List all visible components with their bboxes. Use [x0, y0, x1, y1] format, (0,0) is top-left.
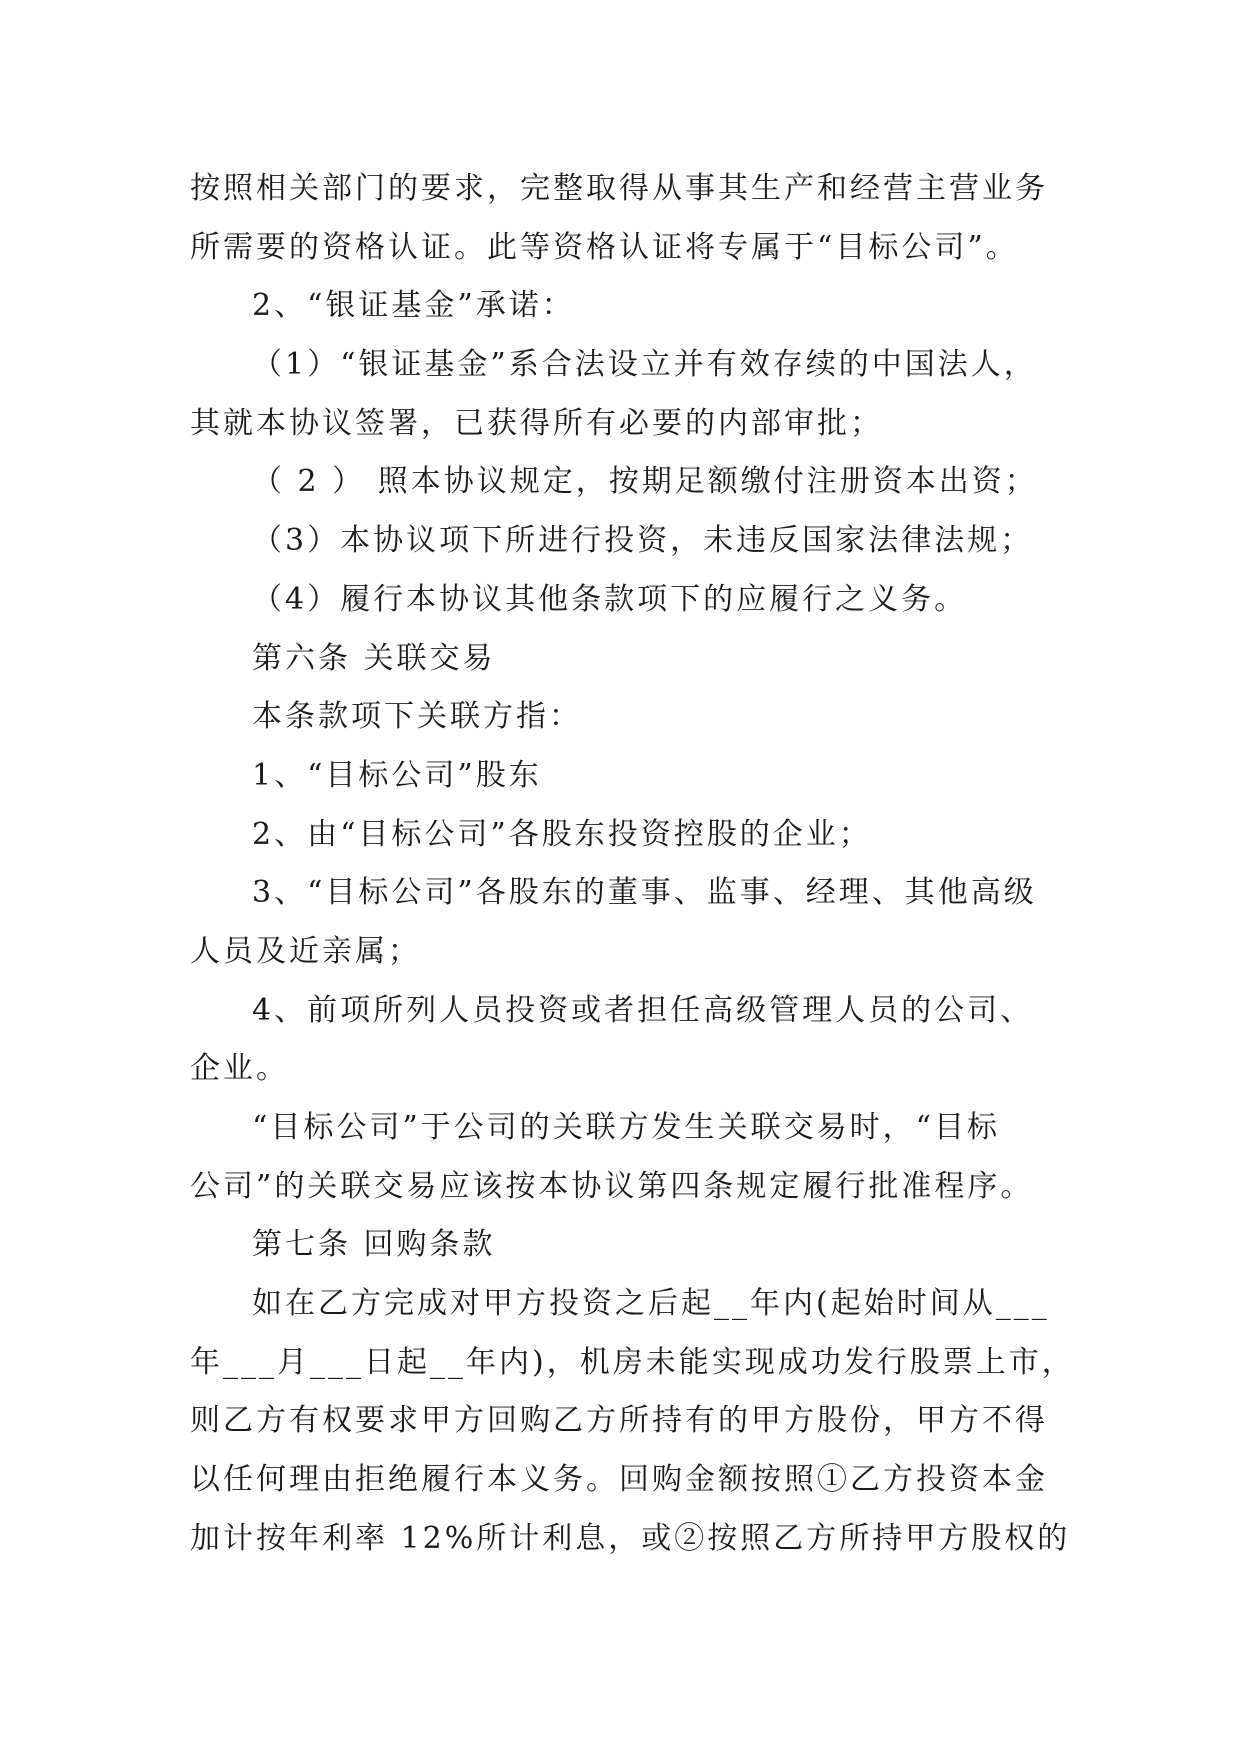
text-line: “目标公司”于公司的关联方发生关联交易时，“目标 — [252, 1110, 1001, 1145]
text-line: 以任何理由拒绝履行本义务。回购金额按照①乙方投资本金 — [190, 1462, 1048, 1498]
section-heading: 第六条 关联交易 — [252, 640, 496, 676]
text-line: （4）履行本协议其他条款项下的应履行之义务。 — [252, 581, 968, 617]
text-line: 如在乙方完成对甲方投资之后起__年内(起始时间从___ — [252, 1286, 1050, 1322]
text-line: 本条款项下关联方指： — [252, 699, 582, 735]
text-line: 所需要的资格认证。此等资格认证将专属于“目标公司”。 — [190, 229, 1019, 265]
text-line: 其就本协议签署，已获得所有必要的内部审批； — [190, 405, 883, 441]
text-line: 2、由“目标公司”各股东投资控股的企业； — [252, 816, 872, 852]
text-line: （ 2 ） 照本协议规定，按期足额缴付注册资本出资； — [252, 464, 1038, 500]
text-line: 企业。 — [190, 1051, 289, 1087]
section-heading: 第七条 回购条款 — [252, 1227, 496, 1263]
text-line: 2、“银证基金”承诺： — [252, 288, 575, 324]
text-line: 年___月___日起__年内)，机房未能实现成功发行股票上市， — [190, 1344, 1075, 1380]
text-line: 4、前项所列人员投资或者担任高级管理人员的公司、 — [252, 992, 1034, 1028]
text-line: 按照相关部门的要求，完整取得从事其生产和经营主营业务 — [190, 171, 1048, 206]
text-line: 公司”的关联交易应该按本协议第四条规定履行批准程序。 — [190, 1168, 1034, 1204]
text-line: （3）本协议项下所进行投资，未违反国家法律法规； — [252, 523, 1034, 559]
text-line: （1）“银证基金”系合法设立并有效存续的中国法人， — [252, 347, 1037, 383]
text-line: 1、“目标公司”股东 — [252, 757, 542, 793]
document-page — [190, 160, 1075, 1569]
text-line: 则乙方有权要求甲方回购乙方所持有的甲方股份，甲方不得 — [190, 1403, 1048, 1439]
text-line: 人员及近亲属； — [190, 933, 421, 969]
text-line: 3、“目标公司”各股东的董事、监事、经理、其他高级 — [252, 875, 1037, 911]
text-line: 加计按年利率 12%所计利息，或②按照乙方所持甲方股权的 — [190, 1520, 1071, 1556]
